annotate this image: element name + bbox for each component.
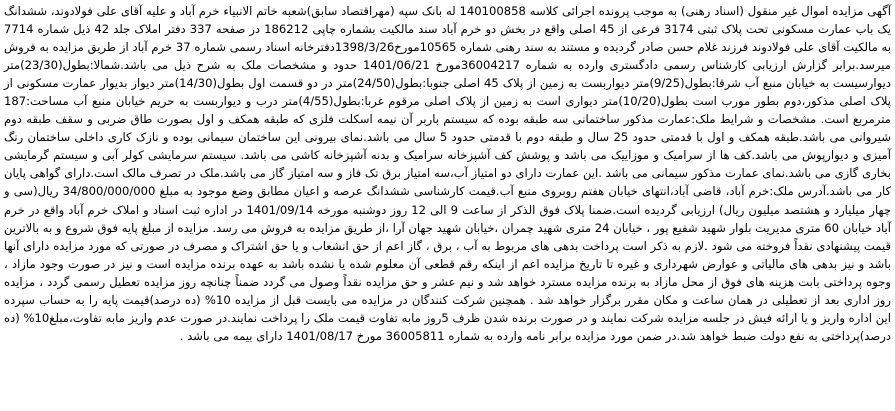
auction-notice-text: آگهی مزایده اموال غیر منقول (اسناد رهنی) به موجب پرونده اجرائی کلاسه 140100858 له بانک سپه (مهراقتصاد سابق)شعبه خاتم الانبیاء خرم آباد و علیه آقای علی فولادوند، ششدانگ یک باب عمارت مسکونی تحت پلاک ثبتی 3174 فرعی از 45 اصلی واقع در بخش دو خرم آباد سند مالکیت بشماره چاپی 186212 در صفحه 337 دفتر املاک جلد 42 ذیل شماره 7714 به مالکیت آقای علی فولادوند فرزند غلام حسن صادر گردیده و مستند به سند رهنی شماره 10565مورخ1398/3/26دفترخانه اسناد رسمی شماره 37 خرم آباد از طریق مزایده به فروش میرسد.برابر گزارش ارزیابی کارشناس رسمی دادگستری وارده به شماره 36004217مورخ 1401/06/21 حدود و مشخصات ملک به شرح ذیل می باشد.شمالا:بطول(23/30)متر دیوارسیست به خیابان منبع آب شرقا:بطول(9/25)متر دیواربست به زمین از پلاک 45 اصلی جنوبا:بطول(24/50)متر در دو قسمت اول بطول(14/30)متر دیوار بدیوار عمارت مسکونی از پلاک اصلی مذکور،دوم بطور مورب است بطول(10/20)متر دیواری است به زمین از پلاک اصلی مرقوم غربا:بطول(4/55)متر درب و دیواربست به حریم خیابان منبع آب مساحت:187 مترمربع است. مشخصات و شرایط ملک:عمارت مذکور ساختمانی سه طبقه بوده که سیستم باربر آن نیمه اسکلت فلزی که طبقه همکف و اول بصورت طاق ضربی و سقف طبقه دوم شیروانی می باشد.طبقه همکف و اول با قدمتی حدود 25 سال و طبقه دوم با قدمتی حدود 5 سال می باشد.نمای بیرونی این ساختمان سیمانی بوده و نازک کاری داخلی ساختمان رنگ آمیزی و دیوارپوش می باشد.کف ها از سرامیک و موزاییک می باشد و پوشش کف آشپزخانه سرامیک و بدنه آشپزخانه کاشی می باشد. سیستم سرمایشی کولر آبی و سیستم گرمایشی بخاری گازی می باشد.نمای عمارت مذکور سیمانی می باشد .این عمارت دارای دو امتیاز آب،سه امتیاز برق تک فاز و سه امتیاز گاز می باشد.ملک در تصرف مالک است.دارای گواهی پایان کار می باشد.آدرس ملک:خرم آباد، قاضی آباد،انتهای خیابان هفتم روبروی منبع آب.قیمت کارشناسی ششدانگ عرصه و اعیان مطابق وضع موجود به مبلغ 34/800/000/000 ریال(سی و چهار میلیارد و هشتصد میلیون ریال) ارزیابی گردیده است.ضمنا پلاک فوق الذکر از ساعت 9 الی 12 روز دوشنبه مورخه 1401/09/14 در اداره ثبت اسناد و املاک خرم آباد واقع در خرم آباد خیابان 60 متری مدیریت بلوار شهید شفیع پور ، خیابان 24 متری شهید چمران ،خیابان شهید جهان آرا ،از طریق مزایده به فروش می رسد. مزایده از مبلغ پایه فوق شروع و به بالاترین قیمت پیشنهادی نقداً فروخته می شود .لازم به ذکر است پرداخت بدهی های مربوط به آب ، برق ، گاز اعم از حق انشعاب و یا حق اشتراک و مصرف در صورتی که مورد مزایده دارای آنها باشد و نیز بدهی های مالیاتی و عوارض شهرداری و غیره تا تاریخ مزایده اعم از اینکه رقم قطعی آن معلوم شده یا نشده باشد به عهده برنده مزایده است و نیز در صورت وجود مازاد ، وجوه پرداختی بابت هزینه های فوق از محل مازاد به برنده مزایده مسترد خواهد شد و نیم عشر و حق مزایده نقداً وصول می گردد ضمناً چنانچه روز مزایده تعطیل رسمی گردد ، مزایده روز اداری بعد از تعطیلی در همان ساعت و مکان مقرر برگزار خواهد شد . همچنین شرکت کنندگان در مزایده می بایست قبل از مزایده 10% (ده درصد)قیمت پایه را به حساب سپرده این اداره واریز و یا ارائه فیش در جلسه مزایده شرکت نمایند و در صورت برنده شدن ظرف 5روز مابه تفاوت قیمت ملک را پرداخت نمایند.در صورت عدم واریز مابه تفاوت،مبلغ10% (ده درصد)پرداختی به نفع دولت ضبط خواهد شد.در ضمن مورد مزایده برابر نامه وارده به شماره 36005811 مورخ 1401/08/17 دارای بیمه می باشد . (4, 4, 892, 343)
